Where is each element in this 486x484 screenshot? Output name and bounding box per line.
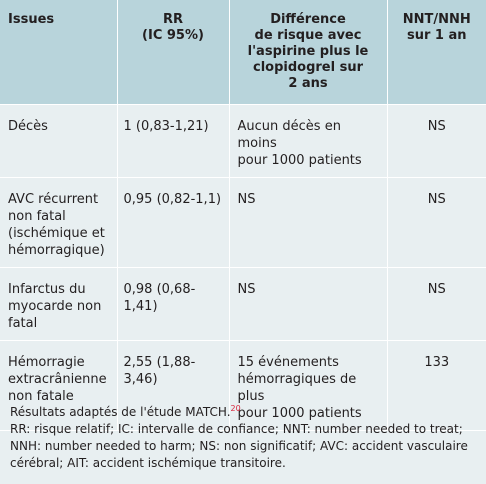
cell-rr: 0,95 (0,82-1,1) [117,177,229,267]
cell-line: Infarctus du [8,281,86,297]
cell-rr: 2,55 (1,88-3,46) [117,340,229,430]
header-nnt-nnh [387,0,486,104]
cell-line: Hémorragie [8,354,85,370]
cell-line: NS [237,191,256,207]
header-diff-line: 2 ans [288,76,328,91]
header-diff-line: Différence [270,12,346,27]
cell-risk-difference [229,177,387,267]
source-note [10,404,480,421]
header-diff-line: clopidogrel sur [252,60,363,75]
header-issues-label: Issues [8,12,55,27]
header-nnt-line: NNT/NNH [402,12,471,27]
cell-line: hémorragique) [8,242,105,258]
cell-line: fatal [8,315,38,331]
cell-line: AVC récurrent [8,191,99,207]
cell-line: pour 1000 patients [237,152,362,168]
cell-line: NS [237,281,256,297]
cell-issue [0,177,117,267]
cell-risk-difference [229,104,387,177]
cell-line: Aucun décès en moins [237,118,341,151]
cell-line: extracrânienne [8,371,107,387]
table-row [0,267,486,340]
cell-nnt: NS [387,177,486,267]
reference-superscript: 20 [230,404,241,413]
header-diff-line: de risque avec [254,28,362,43]
table-row [0,104,486,177]
abbreviations-note: RR: risque relatif; IC: intervalle de confiance; NNT: number needed to treat; NNH: number needed to harm; NS: non significatif; AVC: accident vasculaire cérébral; AIT: accident ischémique transitoire. [10,422,468,470]
cell-line: Décès [8,118,48,134]
cell-line: 15 événements [237,354,339,370]
cell-issue [0,104,117,177]
cell-nnt: NS [387,104,486,177]
table-row [0,177,486,267]
cell-line: (ischémique et [8,225,105,241]
cell-nnt: 133 [387,340,486,430]
header-rr [117,0,229,104]
header-rr-line: (IC 95%) [142,28,204,43]
header-risk-difference [229,0,387,104]
table-header-row [0,0,486,104]
header-nnt-line: sur 1 an [406,28,467,43]
cell-risk-difference [229,267,387,340]
header-diff-line: l'aspirine plus le [247,44,369,59]
cell-line: pour 1000 patients [237,405,362,421]
source-text: Résultats adaptés de l'étude MATCH. [10,405,231,419]
cell-rr: 1 (0,83-1,21) [117,104,229,177]
cell-nnt: NS [387,267,486,340]
cell-line: non fatale [8,388,74,404]
header-issues [0,0,117,104]
cell-line: myocarde non [8,298,102,314]
cell-line: non fatal [8,208,66,224]
table-footnotes [10,404,480,472]
cell-rr: 0,98 (0,68-1,41) [117,267,229,340]
header-rr-line: RR [162,12,184,27]
cell-line: hémorragiques de plus [237,371,357,404]
cell-issue [0,267,117,340]
